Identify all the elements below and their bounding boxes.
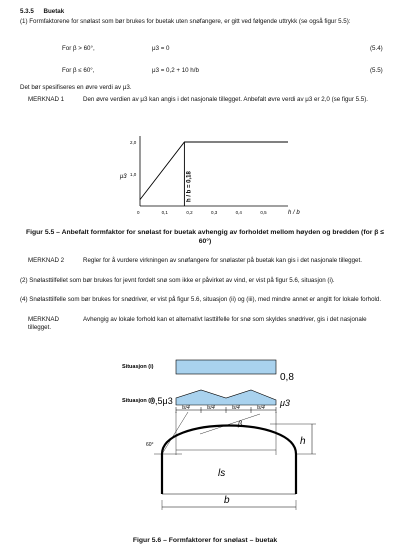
uniform-load-block (176, 360, 276, 374)
ls4-label-1: ls/4 (182, 405, 190, 411)
break-point-annotation: h / b = 0,18 (186, 171, 193, 202)
mu3-curve (140, 142, 288, 200)
ls4-label-4: ls/4 (257, 405, 265, 411)
x-tick-label: 0,1 (161, 210, 168, 215)
limit-paragraph: Det bør spesifiseres en øvre verdi av μ3. (20, 84, 132, 91)
situation-1-label: Situasjon (i) (122, 364, 154, 370)
paragraph-1: (1) Formfaktorene for snølast som bør brukes for buetak uten snøfangere, er gitt ved følgende uttrykk (se også figur 5.5): (20, 18, 351, 25)
x-tick-label: h / b (288, 210, 300, 216)
figure-5-6-diagram (90, 350, 320, 525)
ls4-label-3: ls/4 (232, 405, 240, 411)
equation-2-number: (5.5) (370, 67, 383, 74)
h-label: h (300, 436, 306, 447)
note-2-text: Regler for å vurdere virkningen av snøfangere for snølaster på buetak kan gis i det nasjonale tillegget. (83, 257, 362, 264)
b-label: b (224, 495, 230, 506)
load-value-mu3: μ3 (280, 398, 290, 408)
note-1-label: MERKNAD 1 (28, 96, 65, 103)
figure-5-6-caption: Figur 5.6 – Formfaktorer for snølast – buetak (132, 537, 278, 544)
drift-load-shape (176, 390, 276, 405)
equation-2-expression: μ3 = 0,2 + 10 h/b (152, 67, 199, 74)
y-tick-label: 1,0 (130, 172, 137, 177)
note-3-text: Avhengig av lokale forhold kan et alternativt lasttilfelle for snø som skyldes snødriver, gis i det nasjonale tillegget. (28, 316, 367, 332)
x-tick-label: 0,3 (211, 210, 218, 215)
equation-1-number: (5.4) (370, 45, 383, 52)
equation-2-condition: For β ≤ 60°, (62, 67, 95, 74)
ls4-label-2: ls/4 (207, 405, 215, 411)
paragraph-3: (4) Snølasttilfelle som bør brukes for snødriver, er vist på figur 5.6, situasjon (ii) og (iii), med mindre annet er angitt for lokale forhold. (20, 296, 382, 303)
beta-label: β (238, 421, 242, 428)
y-axis-label: μ3 (120, 174, 127, 180)
section-title: Buetak (43, 8, 65, 15)
figure-5-5-chart (100, 130, 300, 220)
load-value-0-8: 0,8 (280, 372, 294, 383)
paragraph-2: (2) Snølasttilfellet som bør brukes for jevnt fordelt snø som ikke er påvirket av vind, er vist på figur 5.6, situasjon (i). (20, 277, 335, 284)
load-value-half-mu3: 0,5μ3 (150, 396, 173, 406)
x-tick-label: 0,4 (235, 210, 242, 215)
note-2-label: MERKNAD 2 (28, 257, 65, 264)
situation-2-label: Situasjon (ii) (122, 398, 155, 404)
y-tick-label: 2,0 (130, 140, 137, 145)
beta-tangent-line (200, 414, 260, 434)
x-tick-label: 0 (137, 210, 140, 215)
equation-1-expression: μ3 = 0 (152, 45, 170, 52)
figure-5-5-caption: Figur 5.5 – Anbefalt formfaktor for snølast for buetak avhengig av forholdet mellom høyden og bredden (for β ≤ 60°) (25, 229, 385, 245)
angle-60-label: 60° (146, 442, 154, 448)
equation-1-condition: For β > 60°, (62, 45, 95, 52)
note-3-label: MERKNAD (28, 316, 59, 323)
note-1-text: Den øvre verdien av μ3 kan angis i det nasjonale tillegget. Anbefalt øvre verdi av μ3 er 2,0 (se figur 5.5). (83, 96, 369, 103)
section-number: 5.3.5 (20, 8, 34, 15)
x-tick-label: 0,5 (260, 210, 267, 215)
ls-label: ls (218, 468, 226, 479)
x-tick-label: 0,2 (186, 210, 193, 215)
